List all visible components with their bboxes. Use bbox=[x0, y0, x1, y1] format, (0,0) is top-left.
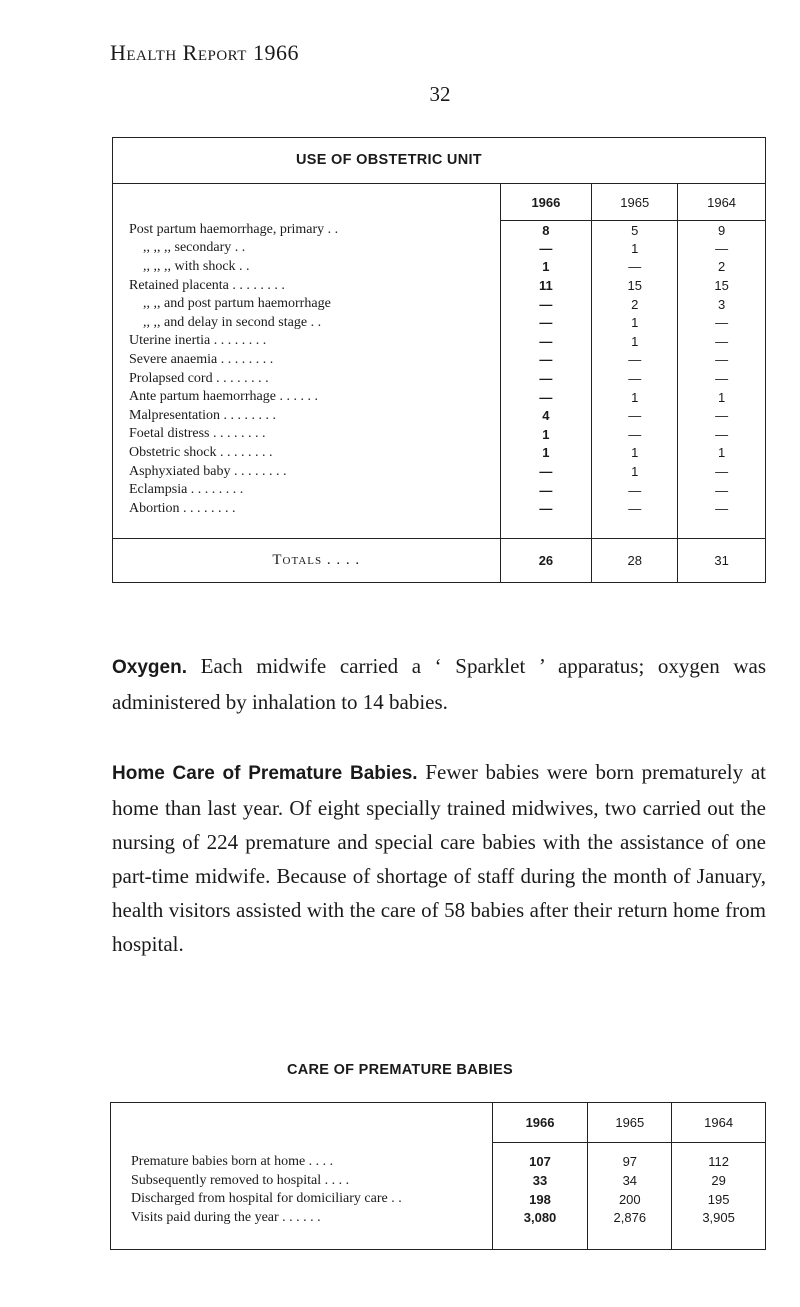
obstetric-value-1965: 1 bbox=[592, 444, 678, 463]
obstetric-value-1965: 5 bbox=[592, 221, 678, 240]
obstetric-value-1966: — bbox=[500, 369, 592, 388]
obstetric-row-label: ,, ,, and post partum haemorrhage bbox=[113, 295, 501, 314]
obstetric-value-1964: 3 bbox=[678, 295, 766, 314]
premature-row-label: Premature babies born at home . . . . bbox=[111, 1153, 493, 1172]
obstetric-row bbox=[113, 295, 766, 314]
obstetric-value-1966: — bbox=[500, 481, 592, 500]
obstetric-value-1966: — bbox=[500, 239, 592, 258]
obstetric-row-label: Foetal distress . . . . . . . . bbox=[113, 425, 501, 444]
obstetric-row-label: Eclampsia . . . . . . . . bbox=[113, 481, 501, 500]
obstetric-row-label: Prolapsed cord . . . . . . . . bbox=[113, 369, 501, 388]
obstetric-value-1966: 4 bbox=[500, 406, 592, 425]
premature-value-1965: 200 bbox=[588, 1190, 672, 1209]
obstetric-value-1965: 1 bbox=[592, 462, 678, 481]
obstetric-total-1966: 26 bbox=[500, 538, 592, 582]
premature-row bbox=[111, 1153, 766, 1172]
obstetric-value-1965: 1 bbox=[592, 332, 678, 351]
obstetric-total-1964: 31 bbox=[678, 538, 766, 582]
obstetric-value-1964: — bbox=[678, 499, 766, 518]
premature-babies-table bbox=[110, 1102, 766, 1250]
obstetric-value-1964: — bbox=[678, 369, 766, 388]
premature-row bbox=[111, 1190, 766, 1209]
obstetric-value-1966: — bbox=[500, 295, 592, 314]
premature-value-1964: 29 bbox=[672, 1171, 766, 1190]
obstetric-row bbox=[113, 258, 766, 277]
obstetric-row bbox=[113, 313, 766, 332]
obstetric-value-1965: 15 bbox=[592, 276, 678, 295]
premature-row-label: Visits paid during the year . . . . . . bbox=[111, 1209, 493, 1228]
obstetric-row-label: Severe anaemia . . . . . . . . bbox=[113, 351, 501, 370]
oxygen-heading: Oxygen. bbox=[112, 657, 187, 678]
obstetric-row-label: Asphyxiated baby . . . . . . . . bbox=[113, 462, 501, 481]
obstetric-row-label: Malpresentation . . . . . . . . bbox=[113, 406, 501, 425]
premature-row bbox=[111, 1209, 766, 1228]
obstetric-total-1965: 28 bbox=[592, 538, 678, 582]
obstetric-row bbox=[113, 351, 766, 370]
premature-row-label: Discharged from hospital for domiciliary care . . bbox=[111, 1190, 493, 1209]
obstetric-row-label: ,, ,, and delay in second stage . . bbox=[113, 313, 501, 332]
premature-value-1966: 3,080 bbox=[492, 1209, 588, 1228]
obstetric-header-1966: 1966 bbox=[500, 184, 592, 221]
premature-row bbox=[111, 1171, 766, 1190]
obstetric-row-label: Ante partum haemorrhage . . . . . . bbox=[113, 388, 501, 407]
obstetric-value-1966: 1 bbox=[500, 444, 592, 463]
obstetric-value-1964: — bbox=[678, 332, 766, 351]
obstetric-value-1964: — bbox=[678, 351, 766, 370]
premature-home-text: Fewer babies were born prematurely at home than last year. Of eight specially trained midwives, two carried out the nursing of 224 premature and special care babies with the assistance of one part-time midwife. Because of shortage of staff during the month of January, health visitors assisted with the care of 58 babies after their return home from hospital. bbox=[112, 760, 767, 956]
premature-header-1964: 1964 bbox=[672, 1103, 766, 1143]
obstetric-row bbox=[113, 388, 766, 407]
oxygen-paragraph bbox=[112, 649, 766, 719]
obstetric-row bbox=[113, 369, 766, 388]
obstetric-row-label: Retained placenta . . . . . . . . bbox=[113, 276, 501, 295]
obstetric-value-1966: — bbox=[500, 499, 592, 518]
obstetric-header-1965: 1965 bbox=[592, 184, 678, 221]
obstetric-value-1966: — bbox=[500, 332, 592, 351]
obstetric-value-1965: — bbox=[592, 406, 678, 425]
obstetric-value-1964: — bbox=[678, 239, 766, 258]
obstetric-row bbox=[113, 276, 766, 295]
obstetric-value-1965: — bbox=[592, 258, 678, 277]
obstetric-value-1965: — bbox=[592, 425, 678, 444]
premature-value-1964: 3,905 bbox=[672, 1209, 766, 1228]
obstetric-value-1964: 1 bbox=[678, 388, 766, 407]
premature-value-1965: 97 bbox=[588, 1153, 672, 1172]
obstetric-value-1964: 9 bbox=[678, 221, 766, 240]
obstetric-header-1964: 1964 bbox=[678, 184, 766, 221]
obstetric-value-1965: 2 bbox=[592, 295, 678, 314]
obstetric-value-1965: 1 bbox=[592, 313, 678, 332]
premature-home-paragraph bbox=[112, 755, 766, 961]
obstetric-unit-table bbox=[112, 137, 766, 583]
premature-header-1965: 1965 bbox=[588, 1103, 672, 1143]
obstetric-value-1966: 11 bbox=[500, 276, 592, 295]
premature-rows bbox=[111, 1153, 766, 1228]
obstetric-value-1964: — bbox=[678, 406, 766, 425]
obstetric-row-label: ,, ,, ,, secondary . . bbox=[113, 239, 501, 258]
obstetric-row-label: Obstetric shock . . . . . . . . bbox=[113, 444, 501, 463]
obstetric-row bbox=[113, 481, 766, 500]
obstetric-value-1966: 1 bbox=[500, 425, 592, 444]
obstetric-value-1966: 8 bbox=[500, 221, 592, 240]
running-header: Health Report 1966 bbox=[110, 40, 299, 65]
obstetric-value-1964: — bbox=[678, 313, 766, 332]
obstetric-table-title: USE OF OBSTETRIC UNIT bbox=[296, 152, 482, 168]
obstetric-value-1965: — bbox=[592, 351, 678, 370]
obstetric-row-label: Abortion . . . . . . . . bbox=[113, 499, 501, 518]
obstetric-row bbox=[113, 239, 766, 258]
obstetric-value-1966: — bbox=[500, 351, 592, 370]
obstetric-row bbox=[113, 332, 766, 351]
obstetric-value-1966: — bbox=[500, 388, 592, 407]
premature-value-1966: 198 bbox=[492, 1190, 588, 1209]
premature-value-1964: 112 bbox=[672, 1153, 766, 1172]
obstetric-value-1966: — bbox=[500, 313, 592, 332]
obstetric-value-1965: 1 bbox=[592, 388, 678, 407]
obstetric-value-1966: 1 bbox=[500, 258, 592, 277]
obstetric-value-1965: — bbox=[592, 481, 678, 500]
premature-value-1966: 33 bbox=[492, 1171, 588, 1190]
obstetric-value-1964: — bbox=[678, 481, 766, 500]
premature-header-1966: 1966 bbox=[492, 1103, 588, 1143]
page-number: 32 bbox=[429, 82, 451, 106]
obstetric-row-label: Uterine inertia . . . . . . . . bbox=[113, 332, 501, 351]
obstetric-row bbox=[113, 221, 766, 240]
obstetric-totals-label: Totals . . . . bbox=[272, 551, 361, 568]
obstetric-value-1964: — bbox=[678, 462, 766, 481]
premature-home-heading: Home Care of Premature Babies. bbox=[112, 763, 418, 784]
obstetric-row bbox=[113, 499, 766, 518]
obstetric-value-1965: 1 bbox=[592, 239, 678, 258]
obstetric-value-1966: — bbox=[500, 462, 592, 481]
obstetric-value-1964: 15 bbox=[678, 276, 766, 295]
premature-value-1965: 2,876 bbox=[588, 1209, 672, 1228]
premature-value-1964: 195 bbox=[672, 1190, 766, 1209]
obstetric-row bbox=[113, 444, 766, 463]
obstetric-rows bbox=[113, 221, 766, 519]
obstetric-value-1965: — bbox=[592, 499, 678, 518]
premature-row-label: Subsequently removed to hospital . . . . bbox=[111, 1171, 493, 1190]
obstetric-value-1964: — bbox=[678, 425, 766, 444]
obstetric-value-1964: 2 bbox=[678, 258, 766, 277]
premature-table-title: CARE OF PREMATURE BABIES bbox=[286, 1062, 514, 1078]
obstetric-row bbox=[113, 462, 766, 481]
oxygen-text: Each midwife carried a ‘ Sparklet ’ apparatus; oxygen was administered by inhalation to 14 babies. bbox=[112, 654, 767, 714]
obstetric-row-label: Post partum haemorrhage, primary . . bbox=[113, 221, 501, 240]
obstetric-row-label: ,, ,, ,, with shock . . bbox=[113, 258, 501, 277]
premature-value-1966: 107 bbox=[492, 1153, 588, 1172]
premature-value-1965: 34 bbox=[588, 1171, 672, 1190]
obstetric-value-1964: 1 bbox=[678, 444, 766, 463]
obstetric-row bbox=[113, 406, 766, 425]
obstetric-value-1965: — bbox=[592, 369, 678, 388]
obstetric-row bbox=[113, 425, 766, 444]
